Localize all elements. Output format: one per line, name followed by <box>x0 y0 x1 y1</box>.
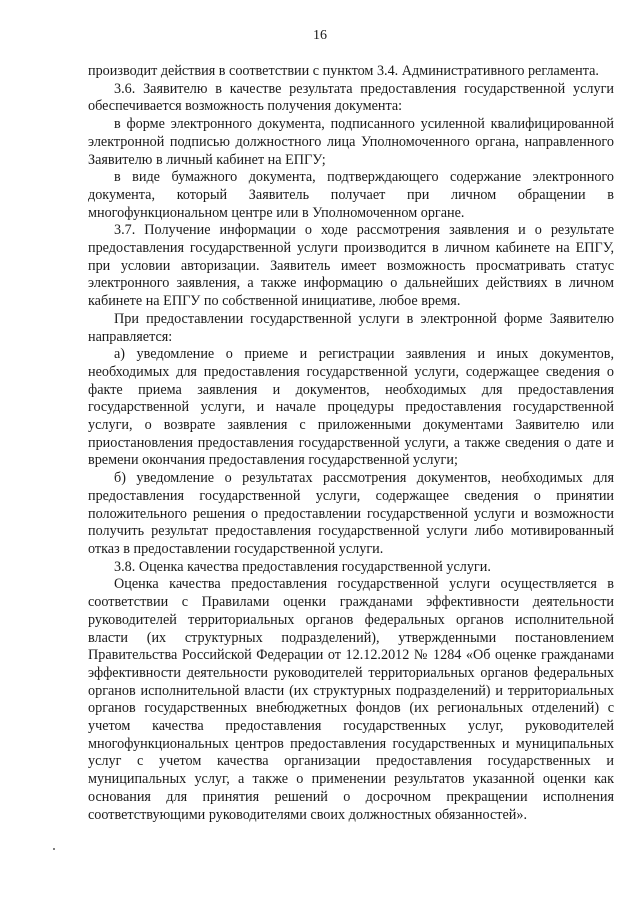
paragraph-3-6: 3.6. Заявителю в качестве результата предоставления государственной услуги обеспечивается возможность получения документа: <box>88 80 614 115</box>
paragraph-quality-assessment: Оценка качества предоставления государственной услуги осуществляется в соответствии с Правилами оценки гражданами эффективности деятельности руководителей территориальных органов федеральных органов исполнительной власти (их структурных подразделений), утвержденными постановлением Правительства Российской Федерации от 12.12.2012 № 1284 «Об оценке гражданами эффективности деятельности руководителей территориальных органов федеральных органов исполнительной власти (их структурных подразделений) и территориальных органов государственных внебюджетных фондов (их региональных отделений) с учетом качества предоставления государственных услуг, руководителей многофункциональных центров предоставления государственных и муниципальных услуг с учетом качества организации предоставления государственных и муниципальных услуг, а также о применении результатов указанной оценки как основания для принятия решений о досрочном прекращении исполнения соответствующими руководителями своих должностных обязанностей». <box>88 576 614 823</box>
paragraph-electronic-form-notice: При предоставлении государственной услуги в электронной форме Заявителю направляется: <box>88 310 614 345</box>
page-number: 16 <box>313 28 327 43</box>
paragraph-electronic-document: в форме электронного документа, подписанного усиленной квалифицированной электронной подписью должностного лица Уполномоченного органа, направленного Заявителю в личный кабинет на ЕПГУ; <box>88 116 614 168</box>
paragraph-paper-document: в виде бумажного документа, подтверждающего содержание электронного документа, который Заявитель получает при личном обращении в многофункциональном центре или в Уполномоченном органе. <box>88 169 614 221</box>
document-body <box>88 63 614 824</box>
paragraph-3-7: 3.7. Получение информации о ходе рассмотрения заявления и о результате предоставления государственной услуги производится в личном кабинете на ЕПГУ, при условии авторизации. Заявитель имеет возможность просматривать статус электронного заявления, а также информацию о дальнейших действиях в личном кабинете на ЕПГУ по собственной инициативе, любое время. <box>88 222 614 310</box>
scan-artifact-dot <box>53 848 55 850</box>
paragraph-3-8-heading: 3.8. Оценка качества предоставления государственной услуги. <box>114 558 491 575</box>
paragraph-item-a: а) уведомление о приеме и регистрации заявления и иных документов, необходимых для предоставления государственной услуги, содержащее сведения о факте приема заявления и документов, необходимых для предоставления государственной услуги, и начале процедуры предоставления государственной услуги, о возврате заявления с приложенными документами Заявителю или приостановления предоставления государственной услуги, а также сведения о дате и времени окончания предоставления государственной услуги; <box>88 346 614 469</box>
paragraph-item-b: б) уведомление о результатах рассмотрения документов, необходимых для предоставления государственной услуги, содержащее сведения о принятии положительного решения о предоставлении государственной услуги и возможности получить результат предоставления государственной услуги либо мотивированный отказ в предоставлении государственной услуги. <box>88 470 614 557</box>
paragraph-continuation: производит действия в соответствии с пунктом 3.4. Административного регламента. <box>88 63 599 79</box>
